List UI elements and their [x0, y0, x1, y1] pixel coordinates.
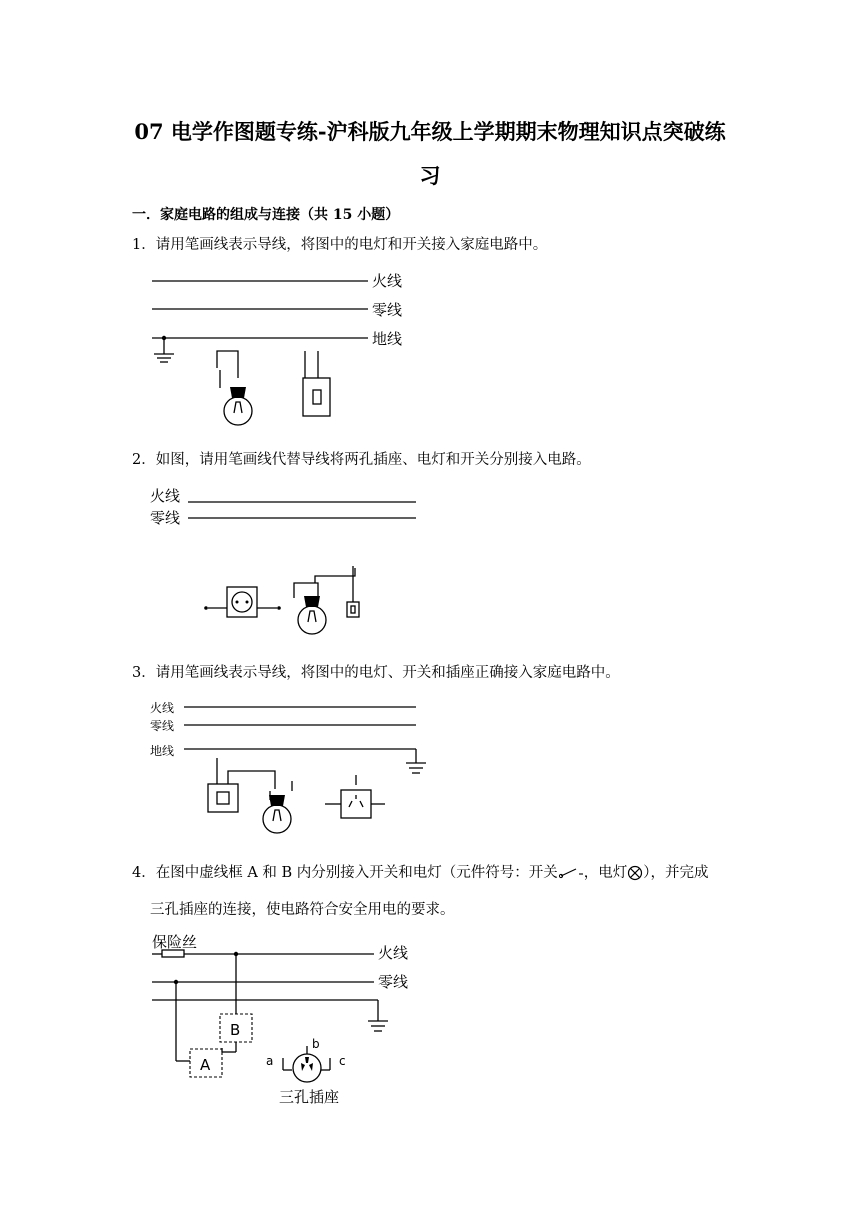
- figure-q1: [140, 266, 430, 436]
- question-number: 4．: [132, 865, 156, 881]
- question-4-line-2: 三孔插座的连接，使电路符合安全用电的要求。: [150, 902, 455, 918]
- question-text: 请用笔画线表示导线，将图中的电灯和开关接入家庭电路中。: [155, 237, 548, 253]
- socket-label: 三孔插座: [279, 1088, 340, 1106]
- neutral-wire-label: 零线: [378, 973, 409, 991]
- live-wire-label: 火线: [372, 272, 403, 290]
- question-text-part-3: ），并完成: [643, 865, 709, 881]
- socket-pin-c-label: c: [339, 1054, 346, 1068]
- question-number: 1．: [132, 237, 156, 253]
- question-text-part-1: 在图中虚线框 A 和 B 内分别接入开关和电灯（元件符号：开关: [155, 865, 558, 881]
- question-1: [132, 238, 547, 253]
- page-title-line-2: 习: [419, 163, 441, 188]
- question-text: 请用笔画线表示导线，将图中的电灯、开关和插座正确接入家庭电路中。: [155, 665, 620, 681]
- figure-q4: [140, 930, 440, 1110]
- figure-q3: [140, 695, 440, 845]
- question-3: [132, 666, 620, 681]
- box-a-label: A: [200, 1056, 211, 1074]
- ground-wire-label: 地线: [372, 330, 403, 348]
- lamp-symbol-icon: [627, 865, 643, 881]
- neutral-wire-label: 零线: [150, 719, 175, 733]
- live-wire-label: 火线: [378, 944, 409, 962]
- question-text-part-2: ，电灯: [583, 865, 628, 881]
- question-4: [132, 865, 709, 881]
- live-wire-label: 火线: [150, 487, 181, 505]
- switch-symbol-icon: [558, 866, 584, 880]
- question-number: 3．: [132, 665, 156, 681]
- box-b-label: B: [230, 1021, 241, 1039]
- socket-pin-a-label: a: [266, 1054, 274, 1068]
- fuse-label: 保险丝: [152, 933, 198, 951]
- socket-pin-b-label: b: [312, 1037, 320, 1051]
- question-text: 如图，请用笔画线代替导线将两孔插座、电灯和开关分别接入电路。: [155, 452, 591, 468]
- question-2: [132, 453, 591, 468]
- ground-wire-label: 地线: [150, 744, 175, 758]
- page-title-line-1: 07 电学作图题专练-沪科版九年级上学期期末物理知识点突破练: [134, 119, 726, 144]
- neutral-wire-label: 零线: [150, 509, 181, 527]
- section-heading: 一．家庭电路的组成与连接（共 15 小题）: [132, 207, 400, 223]
- live-wire-label: 火线: [150, 701, 175, 715]
- question-number: 2．: [132, 452, 156, 468]
- neutral-wire-label: 零线: [372, 301, 403, 319]
- figure-q2: [140, 480, 430, 650]
